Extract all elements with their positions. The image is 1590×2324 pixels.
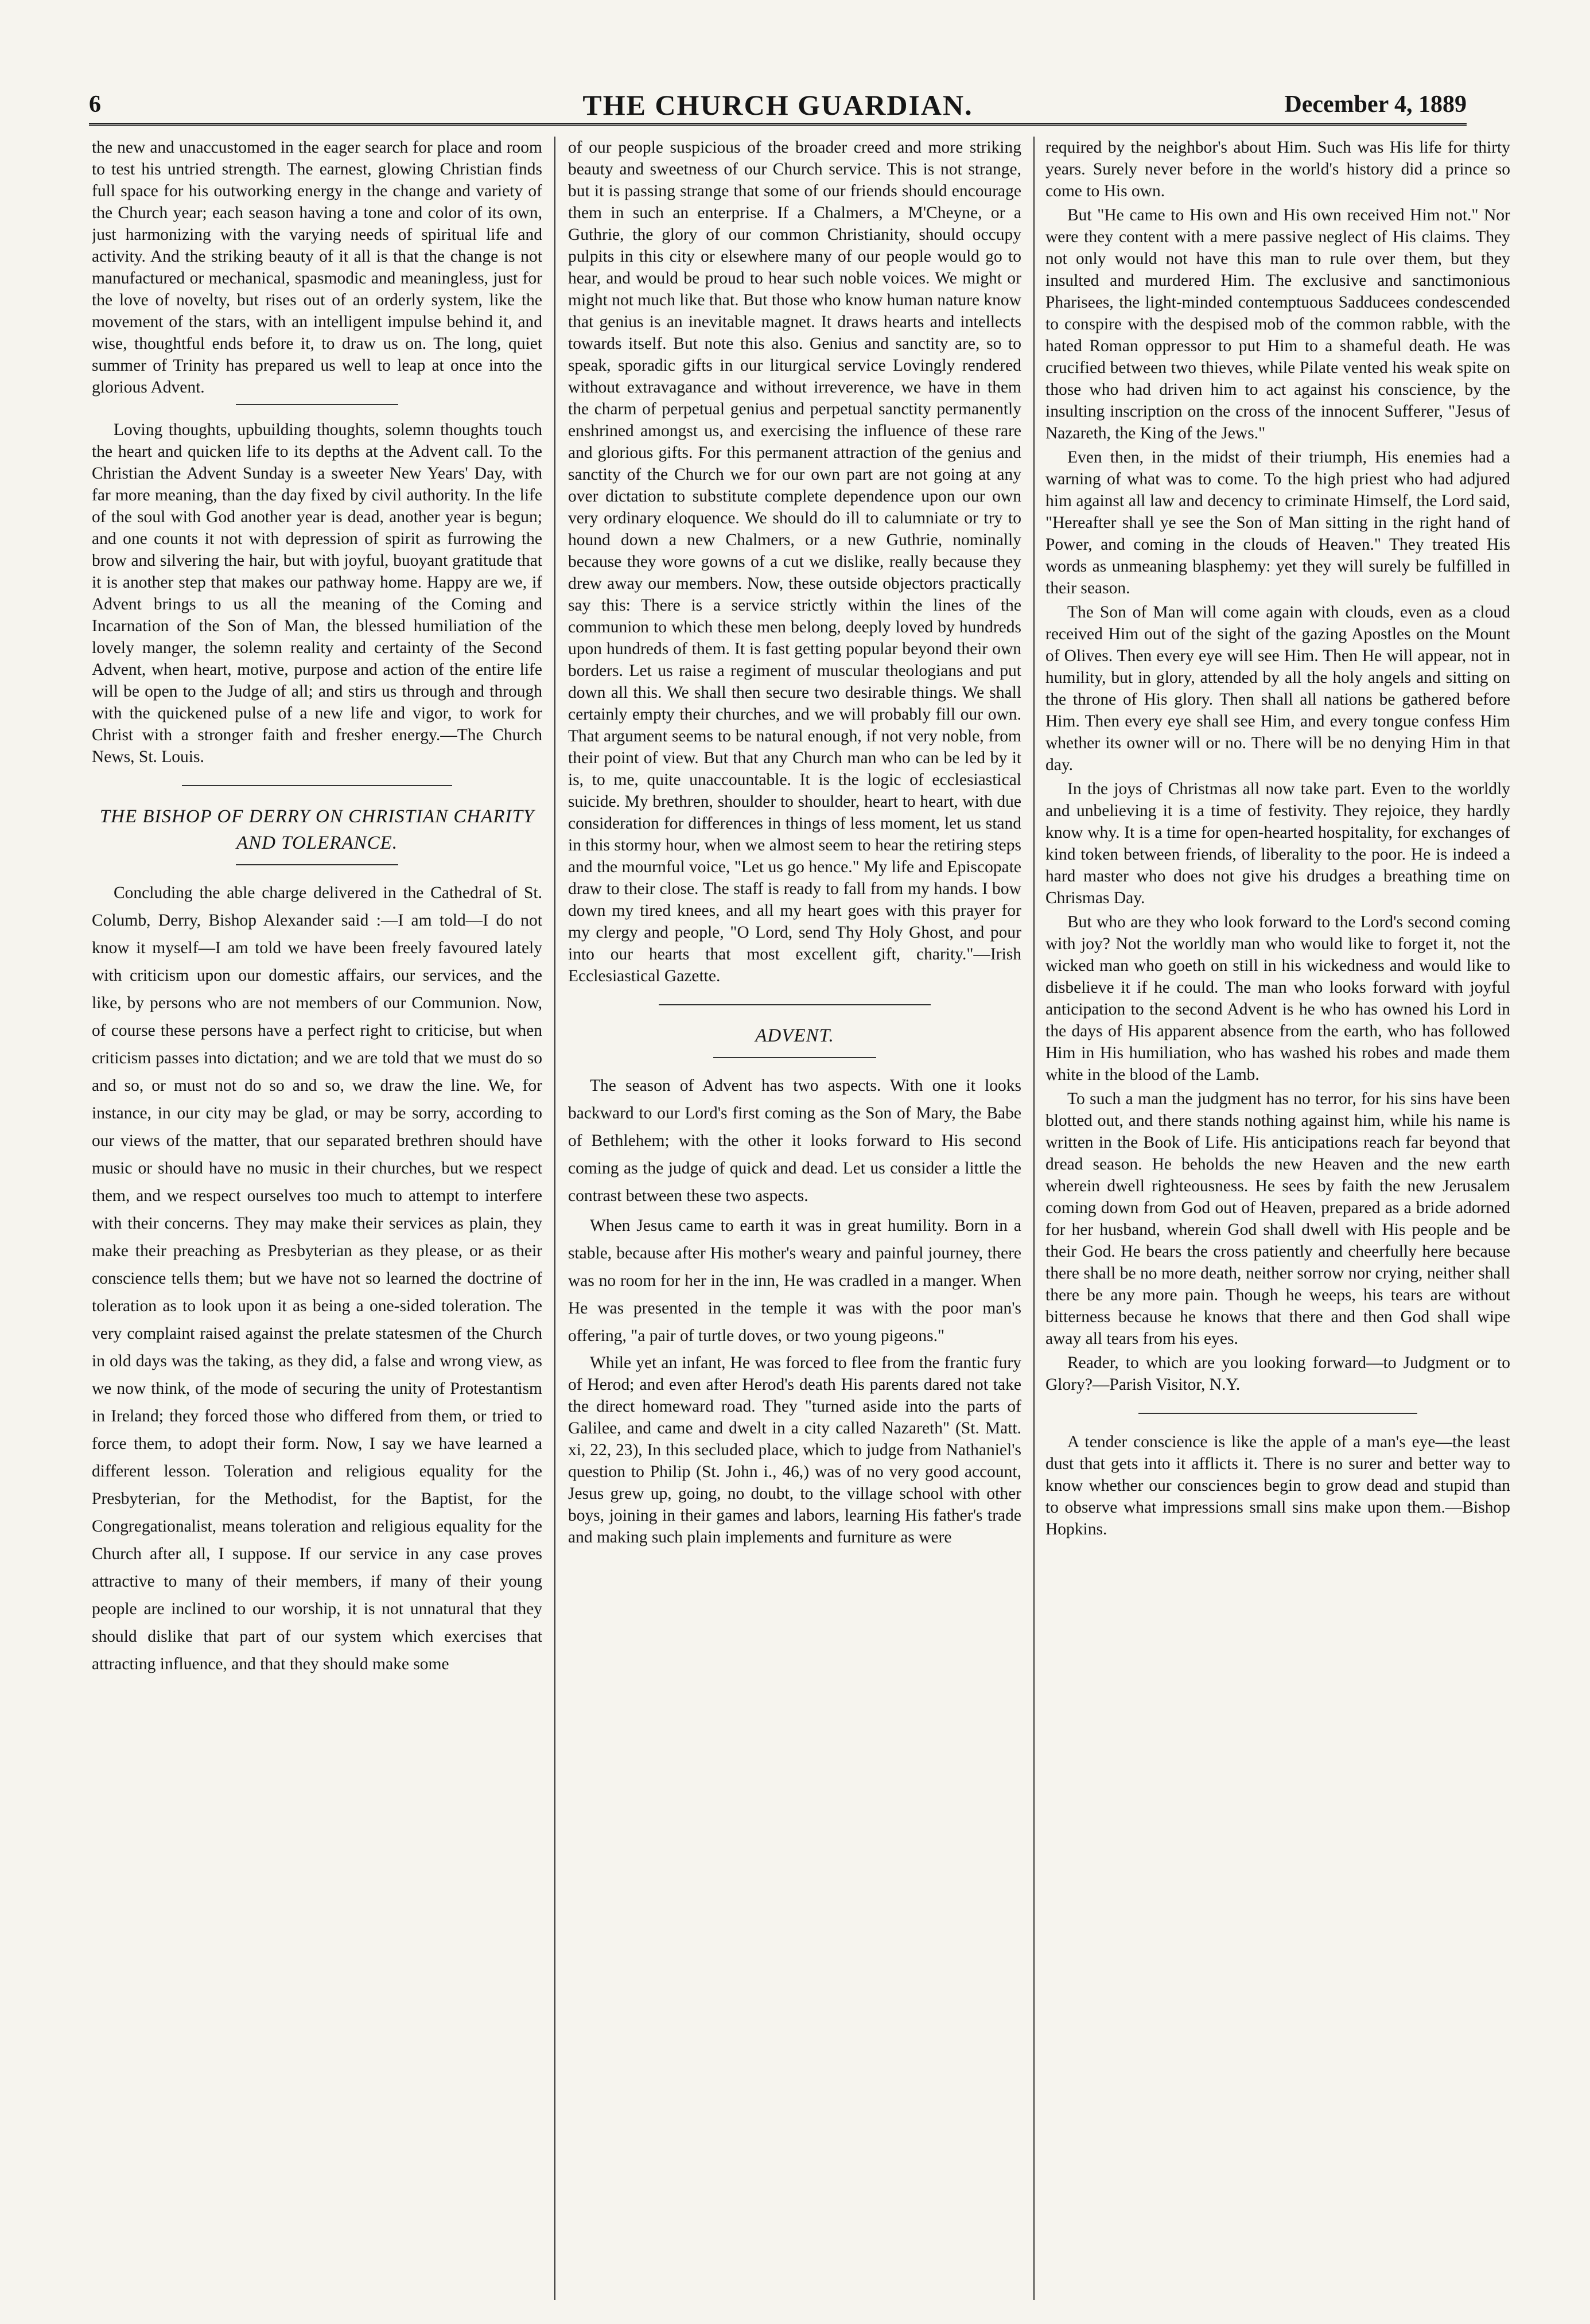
column-2 bbox=[568, 137, 1021, 2300]
divider bbox=[236, 864, 398, 865]
paragraph: Concluding the able charge delivered in the Cathedral of St. Columb, Derry, Bishop Alexander said :—I am told—I do not know it myself—I am told we have been freely favoured lately with criticism upon our domestic affairs, our services, and the like, by persons who are not members of our Communion. Now, of course these persons have a perfect right to criticise, but when criticism passes into dictation; and we are told that we must do so and so, or must not do so and so, we draw the line. We, for instance, in our city may be glad, or may be sorry, according to our views of the matter, that our separated brethren should have music or should have no music in their churches, but we respect them, and we respect ourselves too much to attempt to interfere with their concerns. They may make their services as plain, they make their preaching as Presbyterian as they please, or as their conscience tells them; but we have not so learned the doctrine of toleration as to look upon it as being a one-sided toleration. The very complaint raised against the prelate statesmen of the Church in old days was the taking, as they did, a false and wrong view, as we now think, of the mode of securing the unity of Protestantism in Ireland; they forced those who differed from them, or tried to force them, to adopt their form. Now, I say we have learned a different lesson. Toleration and religious equality for the Presbyterian, for the Methodist, for the Baptist, for the Congregationalist, means toleration and religious equality for the Church after all, I suppose. If our service in any case proves attractive to many of their members, if many of their young people are inclined to our worship, it is not unnatural that they should dislike that part of our system which exercises that attracting influence, and that they should make some bbox=[92, 884, 542, 1673]
paragraph: required by the neighbor's about Him. Such was His life for thirty years. Surely never before in the world's history did a prince so come to His own. bbox=[1045, 138, 1510, 200]
divider bbox=[182, 785, 452, 786]
paragraph: To such a man the judgment has no terror, for his sins have been blotted out, and there stands nothing against him, while his name is written in the Book of Life. His anticipations reach far beyond that dread season. He beholds the new Heaven and the new earth wherein dwell righteousness. He sees by faith the new Jerusalem coming down from God out of Heaven, prepared as a bride adorned for her husband, wherein God shall dwell with His people and be their God. He bears the cross patiently and cheerfully here because there shall be no more death, neither sorrow nor crying, neither shall there be any more pain. Though he weeps, his tears are without bitterness because he knows that there and then God shall wipe away all tears from his eyes. bbox=[1045, 1090, 1510, 1348]
article-heading: ADVENT. bbox=[755, 1025, 834, 1046]
issue-date: December 4, 1889 bbox=[1284, 91, 1467, 118]
column-rule bbox=[1033, 137, 1035, 2300]
article-heading: THE BISHOP OF DERRY ON CHRISTIAN CHARITY AND TOLERANCE. bbox=[99, 806, 535, 853]
divider bbox=[659, 1004, 931, 1005]
divider bbox=[1138, 1413, 1417, 1414]
paragraph: The Son of Man will come again with clouds, even as a cloud received Him out of the sight of the gazing Apostles on the Mount of Olives. Then every eye will see Him. Then He will appear, not in humility, but in glory, attended by all the holy angels and sitting on the throne of His glory. Then shall all nations be gathered before Him. Then every eye shall see Him, and every tongue confess Him whether its owner will or no. There will be no denying Him in that day. bbox=[1045, 603, 1510, 774]
paragraph: Even then, in the midst of their triumph, His enemies had a warning of what was to come. To the high priest who had adjured him against all law and decency to criminate Himself, the Lord said, "Hereafter shall ye see the Son of Man sitting in the right hand of Power, and coming in the clouds of Heaven." They treated His words as unmeaning blasphemy: yet they will surely be fulfilled in their season. bbox=[1045, 448, 1510, 597]
masthead bbox=[89, 86, 1467, 126]
paragraph: Loving thoughts, upbuilding thoughts, solemn thoughts touch the heart and quicken life to its depths at the Advent call. To the Christian the Advent Sunday is a sweeter New Years' Day, with far more meaning, than the day fixed by civil authority. In the life of the soul with God another year is dead, another year is begun; and one counts it not with depression of spirit as furrowing the brow and silvering the hair, but with joyful, buoyant gratitude that it is another step that makes our pathway home. Happy are we, if Advent brings to us all the meaning of the Coming and Incarnation of the Son of Man, the blessed humiliation of the lovely manger, the solemn reality and certainty of the Second Advent, when heart, motive, purpose and action of the entire life will be open to the Judge of all; and stirs us through and through with the quickened pulse of a new life and vigor, to work for Christ with a stronger faith and fresher energy.—The Church News, St. Louis. bbox=[92, 421, 542, 766]
paragraph: But "He came to His own and His own received Him not." Nor were they content with a mere passive neglect of His claims. They not only would not have this man to rule over them, but they insulted and murdered Him. The exclusive and sanctimonious Pharisees, the light-minded contemptuous Sadducees condescended to conspire with the despised mob of the common rabble, with the hated Roman oppressor to put Him to a shameful death. He was crucified between two thieves, while Pilate vented his weak spite on those who had driven him to act against his conscience, by the insulting inscription on the cross of the innocent Sufferer, "Jesus of Nazareth, the King of the Jews." bbox=[1045, 206, 1510, 442]
paragraph: of our people suspicious of the broader creed and more striking beauty and sweetness of our Church service. This is not strange, but it is passing strange that some of our friends should encourage them in such an enterprise. If a Chalmers, a M'Cheyne, or a Guthrie, the glory of our common Christianity, should occupy pulpits in this city or elsewhere many of our people would go to hear, and would be proud to hear such noble voices. We might or might not much like that. But those who know human nature know that genius is an inevitable magnet. It draws hearts and intellects towards itself. But note this also. Genius and sanctity are, so to speak, sporadic gifts in our liturgical service Lovingly rendered without extravagance and without irreverence, we have in them the charm of perpetual genius and perpetual sanctity permanently enshrined amongst us, and exercising the influence of these rare and glorious gifts. For this permanent attraction of the genius and sanctity of the Church we for our own part are not going at any over dictation to substitute complete dependence upon our own very ordinary eloquence. We should do ill to calumniate or try to hound down a new Chalmers, or a new Guthrie, nominally because they wore gowns of a cut we dislike, really because they drew away our members. Now, these outside objectors practically say this: There is a service strictly within the lines of the communion to which these men belong, deeply loved by hundreds upon hundreds of them. It is fast getting popular beyond their own borders. Let us raise a regiment of muscular theologians and put down all this. We shall then secure two desirable things. We shall certainly empty their churches, and we will probably fill our own. That argument seems to be natural enough, if not very noble, from their point of view. But that any Church man who can be led by it is, to me, quite unaccountable. It is the logic of ecclesiastical suicide. My brethren, shoulder to shoulder, heart to heart, with due consideration for differences in things of less moment, let us stand in this stormy hour, when we almost seem to hear the retiring steps and the mournful voice, "Let us go hence." My life and Episcopate draw to their close. The staff is ready to fall from my hands. I bow down my tired knees, and all my heart goes with this prayer for my clergy and people, "O Lord, send Thy Holy Ghost, and pour into our hearts that most excellent gift, charity."—Irish Ecclesiastical Gazette. bbox=[568, 138, 1021, 985]
column-3 bbox=[1045, 137, 1510, 2300]
paragraph: But who are they who look forward to the Lord's second coming with joy? Not the worldly man who would like to forget it, not the wicked man who goeth on still in his wickedness and would like to disbelieve it if he could. The man who looks forward with joyful anticipation to the second Advent is he who has owned his Lord in the days of His apparent absence from the earth, who has followed Him in His humiliation, who has washed his robes and made them white in the blood of the Lamb. bbox=[1045, 913, 1510, 1084]
paragraph: In the joys of Christmas all now take part. Even to the worldly and unbelieving it is a time of festivity. They rejoice, they hardly know why. It is a time for open-hearted hospitality, for exchanges of kind token between friends, of liberality to the poor. He is indeed a hard master who does not give his drudges a breathing time on Chrismas Day. bbox=[1045, 780, 1510, 907]
newspaper-title: THE CHURCH GUARDIAN. bbox=[582, 89, 973, 121]
divider bbox=[236, 404, 398, 405]
paragraph: While yet an infant, He was forced to flee from the frantic fury of Herod; and even after Herod's death His parents dared not take the direct homeward road. They "turned aside into the parts of Galilee, and came and dwelt in a city called Nazareth" (St. Matt. xi, 22, 23), In this secluded place, which to judge from Nathaniel's question to Philip (St. John i., 46,) was of no very good account, Jesus grew up, going, no doubt, to the village school with other boys, joining in their games and labors, learning His father's trade and making such plain implements and furniture as were bbox=[568, 1354, 1021, 1546]
page-number: 6 bbox=[89, 91, 101, 118]
paragraph: Reader, to which are you looking forward—to Judgment or to Glory?—Parish Visitor, N.Y. bbox=[1045, 1354, 1510, 1394]
column-1 bbox=[92, 137, 542, 2300]
paragraph: A tender conscience is like the apple of a man's eye—the least dust that gets into it afflicts it. There is no surer and better way to know whether our consciences begin to grow dead and stupid than to observe what impressions small sins make upon them.—Bishop Hopkins. bbox=[1045, 1433, 1510, 1538]
column-rule bbox=[554, 137, 555, 2300]
divider bbox=[713, 1057, 876, 1058]
paragraph: the new and unaccustomed in the eager search for place and room to test his untried strength. The earnest, glowing Christian finds full space for his outworking energy in the change and variety of the Church year; each season having a tone and color of its own, just harmonizing with the varying needs of spiritual life and activity. And the striking beauty of it all is that the change is not manufactured or mechanical, spasmodic and meaningless, just for the love of novelty, but rises out of an orderly system, like the movement of the stars, with an intelligent impulse behind it, and wise, thoughtful ends before it, to draw us on. The long, quiet summer of Trinity has prepared us well to leap at once into the glorious Advent. bbox=[92, 138, 542, 397]
paragraph: When Jesus came to earth it was in great humility. Born in a stable, because after His mother's weary and painful journey, there was no room for her in the inn, He was cradled in a manger. When He was presented in the temple it was with the poor man's offering, "a pair of turtle doves, or two young pigeons." bbox=[568, 1217, 1021, 1345]
paragraph: The season of Advent has two aspects. With one it looks backward to our Lord's first coming as the Son of Mary, the Babe of Bethlehem; with the other it looks forward to His second coming as the judge of quick and dead. Let us consider a little the contrast between these two aspects. bbox=[568, 1076, 1021, 1205]
